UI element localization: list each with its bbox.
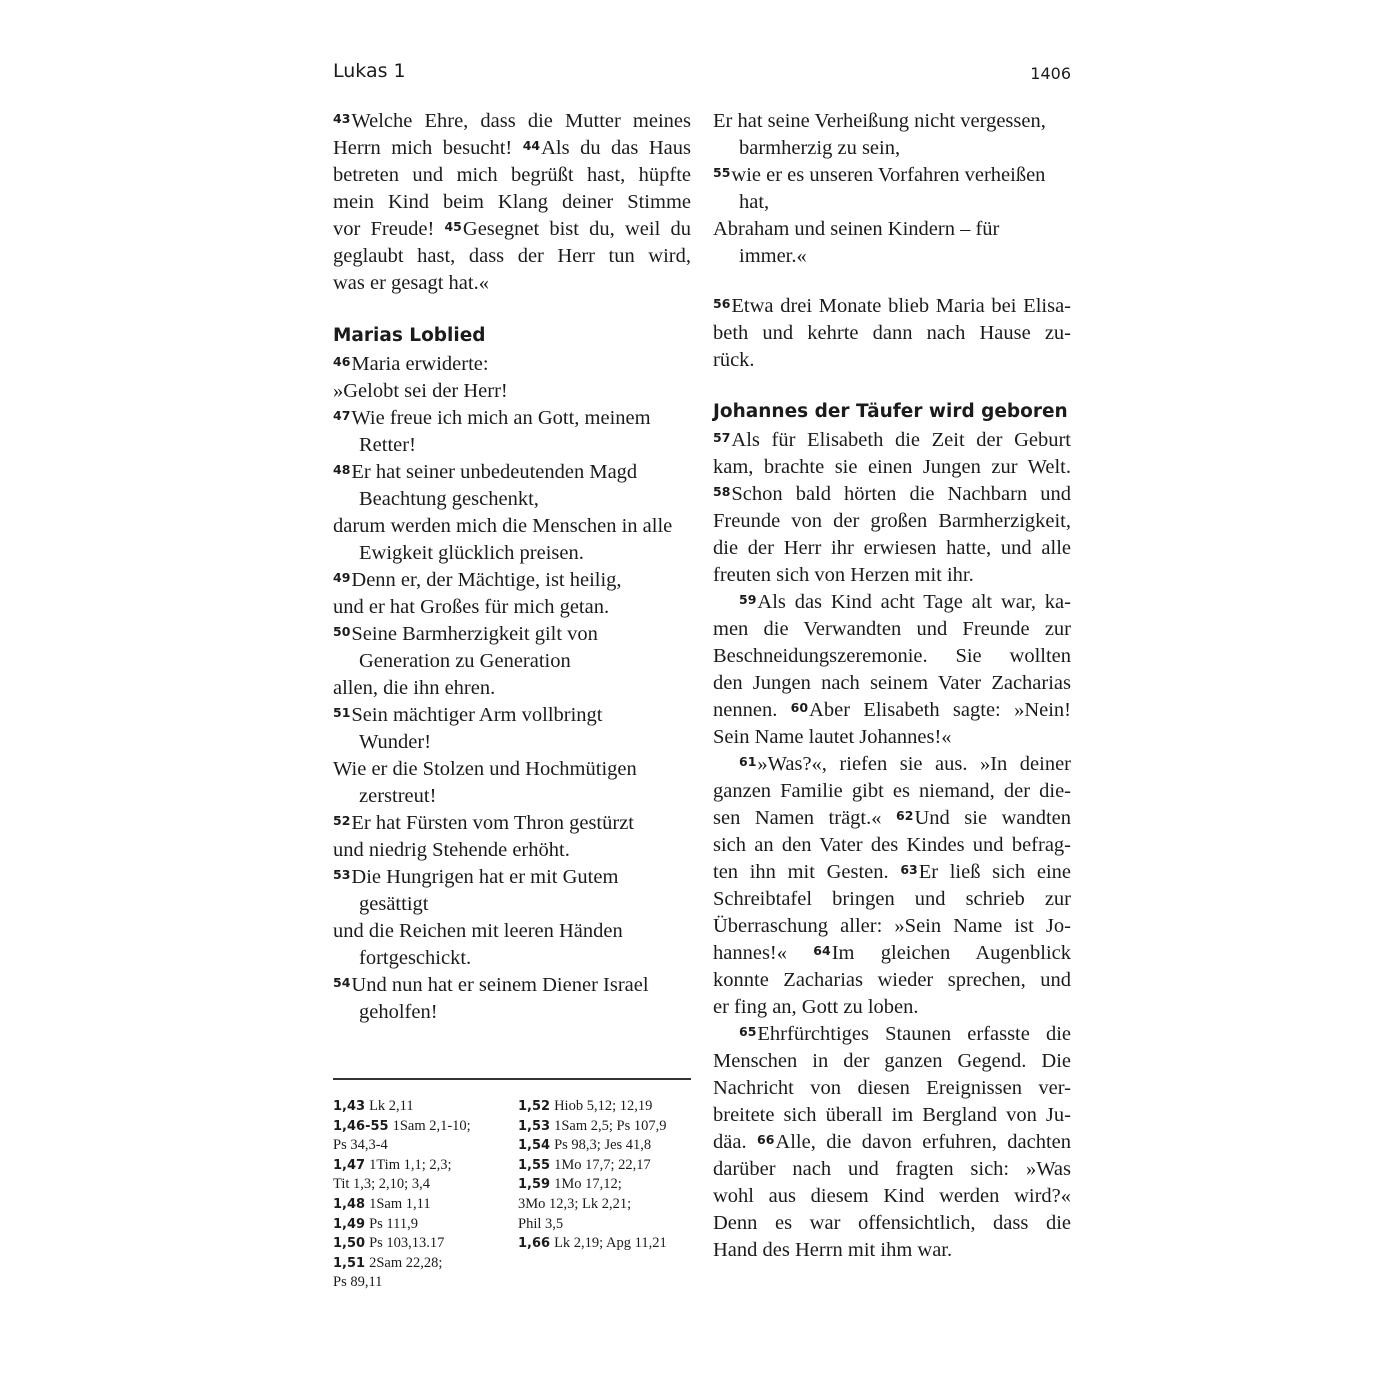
cross-reference xyxy=(333,1254,513,1274)
verse-56 xyxy=(713,293,1071,374)
verse-text: Maria erwiderte: xyxy=(351,353,489,375)
verse-text: nennen. xyxy=(713,699,778,721)
text-line xyxy=(713,1102,1071,1129)
verse-text: Beschneidungszeremonie. Sie wollten xyxy=(713,645,1071,667)
reference-key: 1,48 xyxy=(333,1196,366,1212)
verse-text: barmherzig zu sein, xyxy=(739,137,901,159)
cross-reference xyxy=(333,1195,513,1215)
text-line xyxy=(713,1021,1071,1048)
text-line xyxy=(713,913,1071,940)
text-line xyxy=(713,751,1071,778)
text-line xyxy=(713,1210,1071,1237)
text-line xyxy=(713,832,1071,859)
reference-target: Lk 2,19; Apg 11,21 xyxy=(554,1235,667,1252)
verse-text: Als das Kind acht Tage alt war, ka- xyxy=(757,591,1071,613)
verse-text: Denn er, der Mächtige, ist heilig, xyxy=(351,569,622,591)
text-line xyxy=(713,320,1071,347)
verse-text: Nachricht von diesen Ereignissen ver- xyxy=(713,1077,1071,1099)
page-number: 1406 xyxy=(1030,64,1071,83)
verse-text: Ehrfürchtiges Staunen erfasste die xyxy=(757,1023,1071,1045)
text-line xyxy=(333,459,691,486)
verse-text: Denn es war offensichtlich, dass die xyxy=(713,1212,1071,1234)
verse-text: Beachtung geschenkt, xyxy=(359,488,539,510)
verse-text: sen Namen trägt.« xyxy=(713,807,882,829)
text-line xyxy=(713,994,1071,1021)
text-line xyxy=(713,1129,1071,1156)
cross-reference xyxy=(518,1195,698,1215)
reference-target: Ps 89,11 xyxy=(333,1274,383,1291)
text-line xyxy=(713,135,1071,162)
verse-text: Schon bald hörten die Nachbarn und xyxy=(731,483,1071,505)
text-line xyxy=(713,293,1071,320)
verse-text: Als du das Haus xyxy=(541,137,691,159)
verse-text: immer.« xyxy=(739,245,807,267)
text-line xyxy=(333,432,691,459)
text-line xyxy=(333,216,691,243)
verse-text: Wie freue ich mich an Gott, meinem xyxy=(351,407,651,429)
text-line xyxy=(333,135,691,162)
text-line xyxy=(333,486,691,513)
verse-text: Als für Elisabeth die Zeit der Geburt xyxy=(731,429,1071,451)
cross-reference xyxy=(333,1215,513,1235)
verse-number: 53 xyxy=(333,867,351,882)
text-line xyxy=(713,427,1071,454)
verse-number: 60 xyxy=(790,700,809,715)
cross-reference xyxy=(333,1234,513,1254)
reference-target: Ps 34,3-4 xyxy=(333,1137,388,1154)
verse-text: Die Hungrigen hat er mit Gutem xyxy=(351,866,619,888)
text-line xyxy=(713,243,1071,270)
verse-number: 63 xyxy=(900,862,918,877)
text-line xyxy=(713,967,1071,994)
verse-text: Sein Name lautet Johannes!« xyxy=(713,726,952,748)
text-line xyxy=(333,189,691,216)
reference-key: 1,53 xyxy=(518,1118,551,1134)
text-line xyxy=(713,481,1071,508)
reference-key: 1,54 xyxy=(518,1138,551,1154)
verse-text: Ewigkeit glücklich preisen. xyxy=(359,542,584,564)
verse-text: Welche Ehre, dass die Mutter meines xyxy=(351,110,691,132)
spacer xyxy=(713,374,1071,396)
verse-number: 43 xyxy=(333,111,351,126)
text-line xyxy=(333,540,691,567)
text-line xyxy=(713,616,1071,643)
verse-text: fortgeschickt. xyxy=(359,947,472,969)
cross-reference xyxy=(518,1215,698,1235)
verse-text: die der Herr ihr erwiesen hatte, und alle xyxy=(713,537,1071,559)
verse-text: Freunde von der großen Barmherzigkeit, xyxy=(713,510,1071,532)
text-line xyxy=(333,837,691,864)
text-line xyxy=(713,508,1071,535)
text-line xyxy=(713,670,1071,697)
verse-number: 61 xyxy=(739,754,757,769)
text-line xyxy=(713,347,1071,374)
cross-reference xyxy=(518,1175,698,1195)
text-line xyxy=(713,189,1071,216)
verse-number: 46 xyxy=(333,354,351,369)
reference-target: 1Sam 2,1-10; xyxy=(392,1117,471,1134)
verse-text: Wunder! xyxy=(359,731,432,753)
verse-text: hannes!« xyxy=(713,942,788,964)
reference-target: Phil 3,5 xyxy=(518,1215,564,1232)
verse-text: Er hat seiner unbedeutenden Magd xyxy=(351,461,638,483)
verse-text: er fing an, Gott zu loben. xyxy=(713,996,919,1018)
reference-key: 1,50 xyxy=(333,1236,366,1252)
verse-text: und niedrig Stehende erhöht. xyxy=(333,839,570,861)
verse-text: Seine Barmherzigkeit gilt von xyxy=(351,623,598,645)
verse-text: Und nun hat er seinem Diener Israel xyxy=(351,974,649,996)
verse-text: betreten und mich begrüßt hast, hüpfte xyxy=(333,164,691,186)
text-line xyxy=(713,589,1071,616)
reference-key: 1,49 xyxy=(333,1216,366,1232)
text-line xyxy=(713,778,1071,805)
text-line xyxy=(713,859,1071,886)
verse-text: »Was?«, riefen sie aus. »In deiner xyxy=(757,753,1071,775)
text-line xyxy=(333,756,691,783)
verse-text: hat, xyxy=(739,191,770,213)
reference-target: Tit 1,3; 2,10; 3,4 xyxy=(333,1176,430,1193)
verses-57-66 xyxy=(713,427,1071,1264)
verse-text: geglaubt hast, dass der Herr tun wird, xyxy=(333,245,691,267)
cross-reference xyxy=(333,1097,513,1117)
reference-target: 1Sam 1,11 xyxy=(369,1195,431,1212)
verse-text: Im gleichen Augenblick xyxy=(831,942,1071,964)
verse-text: Er ließ sich eine xyxy=(918,861,1071,883)
cross-reference xyxy=(518,1117,698,1137)
verse-number: 48 xyxy=(333,462,351,477)
cross-references-left xyxy=(333,1097,513,1293)
text-line xyxy=(713,940,1071,967)
text-line xyxy=(713,724,1071,751)
verse-text: beth und kehrte dann nach Hause zu- xyxy=(713,322,1071,344)
verse-number: 44 xyxy=(522,138,541,153)
verse-number: 50 xyxy=(333,624,351,639)
text-line xyxy=(713,562,1071,589)
reference-key: 1,55 xyxy=(518,1157,551,1173)
text-line xyxy=(333,567,691,594)
reference-target: 1Tim 1,1; 2,3; xyxy=(369,1156,452,1173)
reference-target: 2Sam 22,28; xyxy=(369,1254,443,1271)
reference-target: Ps 98,3; Jes 41,8 xyxy=(554,1137,652,1154)
text-line xyxy=(333,513,691,540)
reference-target: 3Mo 12,3; Lk 2,21; xyxy=(518,1195,632,1212)
text-line xyxy=(713,216,1071,243)
verse-text: ten ihn mit Gesten. xyxy=(713,861,889,883)
verse-number: 64 xyxy=(813,943,831,958)
verse-number: 51 xyxy=(333,705,351,720)
verse-text: was er gesagt hat.« xyxy=(333,272,489,294)
reference-target: Lk 2,11 xyxy=(369,1098,414,1114)
verse-number: 52 xyxy=(333,813,351,828)
text-line xyxy=(713,1156,1071,1183)
verse-text: Gesegnet bist du, weil du xyxy=(462,218,691,240)
verse-text: men die Verwandten und Freunde zur xyxy=(713,618,1071,640)
cross-reference xyxy=(333,1156,513,1176)
text-line xyxy=(333,378,691,405)
cross-references-right xyxy=(518,1097,698,1254)
verse-text: geholfen! xyxy=(359,1001,438,1023)
verse-text: freuten sich von Herzen mit ihr. xyxy=(713,564,974,586)
verse-text: Generation zu Generation xyxy=(359,650,571,672)
text-line xyxy=(713,805,1071,832)
verse-text: Etwa drei Monate blieb Maria bei Elisa- xyxy=(731,295,1071,317)
verse-text: darum werden mich die Menschen in alle xyxy=(333,515,673,537)
verse-text: Überraschung aller: »Sein Name ist Jo- xyxy=(713,915,1071,937)
text-line xyxy=(713,886,1071,913)
right-column xyxy=(713,108,1071,1264)
verse-text: vor Freude! xyxy=(333,218,435,240)
cross-reference xyxy=(518,1156,698,1176)
verses-46-54-poetry xyxy=(333,351,691,1026)
text-line xyxy=(333,945,691,972)
cross-reference xyxy=(333,1136,513,1156)
verses-43-45 xyxy=(333,108,691,297)
text-line xyxy=(713,108,1071,135)
verse-text: Sein mächtiger Arm vollbringt xyxy=(351,704,603,726)
reference-key: 1,59 xyxy=(518,1177,551,1193)
text-line xyxy=(333,891,691,918)
text-line xyxy=(333,594,691,621)
verse-text: rück. xyxy=(713,349,755,371)
text-line xyxy=(333,864,691,891)
text-line xyxy=(333,702,691,729)
verse-number: 59 xyxy=(739,592,757,607)
verse-text: konnte Zacharias wieder sprechen, und xyxy=(713,969,1071,991)
text-line xyxy=(333,783,691,810)
verse-text: Menschen in der ganzen Gegend. Die xyxy=(713,1050,1071,1072)
text-line xyxy=(713,643,1071,670)
text-line xyxy=(333,351,691,378)
verse-number: 65 xyxy=(739,1024,757,1039)
verse-number: 45 xyxy=(444,219,462,234)
text-line xyxy=(333,270,691,297)
verse-number: 47 xyxy=(333,408,351,423)
section-heading-johannes: Johannes der Täufer wird geboren xyxy=(713,401,1068,422)
text-line xyxy=(333,108,691,135)
cross-reference xyxy=(333,1273,513,1293)
running-head: Lukas 1 xyxy=(333,60,406,82)
reference-key: 1,46-55 xyxy=(333,1118,389,1134)
text-line xyxy=(333,162,691,189)
text-line xyxy=(713,1183,1071,1210)
verse-text: und die Reichen mit leeren Händen xyxy=(333,920,623,942)
verse-number: 56 xyxy=(713,296,731,311)
text-line xyxy=(333,621,691,648)
cross-reference xyxy=(518,1136,698,1156)
verse-text: Aber Elisabeth sagte: »Nein! xyxy=(809,699,1071,721)
text-line xyxy=(333,972,691,999)
text-line xyxy=(333,729,691,756)
text-line xyxy=(333,675,691,702)
verse-number: 62 xyxy=(896,808,914,823)
text-line xyxy=(713,454,1071,481)
reference-target: Hiob 5,12; 12,19 xyxy=(554,1098,653,1114)
verse-text: »Gelobt sei der Herr! xyxy=(333,380,508,402)
verse-text: den Jungen nach seinem Vater Zacharias xyxy=(713,672,1071,694)
text-line xyxy=(333,405,691,432)
verse-text: ganzen Familie gibt es niemand, der die- xyxy=(713,780,1071,802)
text-line xyxy=(713,1048,1071,1075)
footnote-rule xyxy=(333,1078,691,1080)
verse-text: däa. xyxy=(713,1131,747,1153)
text-line xyxy=(713,535,1071,562)
text-line xyxy=(333,648,691,675)
verse-number: 55 xyxy=(713,165,731,180)
verse-text: zerstreut! xyxy=(359,785,437,807)
verse-text: wohl aus diesem Kind werden wird?« xyxy=(713,1185,1071,1207)
verse-text: Er hat seine Verheißung nicht vergessen, xyxy=(713,110,1046,132)
verse-text: sich an den Vater des Kindes und befrag- xyxy=(713,834,1071,856)
spacer xyxy=(333,297,691,320)
verse-text: gesättigt xyxy=(359,893,429,915)
verse-text: Schreibtafel bringen und schrieb zur xyxy=(713,888,1071,910)
left-column xyxy=(333,108,691,1026)
reference-target: 1Mo 17,7; 22,17 xyxy=(554,1156,651,1173)
text-line xyxy=(713,1237,1071,1264)
text-line xyxy=(333,243,691,270)
cross-reference xyxy=(518,1097,698,1117)
text-line xyxy=(333,999,691,1026)
verse-text: Alle, die davon erfuhren, dachten xyxy=(775,1131,1072,1153)
reference-target: 1Sam 2,5; Ps 107,9 xyxy=(554,1117,667,1134)
reference-key: 1,51 xyxy=(333,1255,366,1271)
verse-text: Abraham und seinen Kindern – für xyxy=(713,218,1000,240)
section-heading-marias-loblied: Marias Loblied xyxy=(333,325,486,346)
verse-text: Er hat Fürsten vom Thron gestürzt xyxy=(351,812,634,834)
cross-reference xyxy=(518,1234,698,1254)
reference-key: 1,52 xyxy=(518,1099,551,1114)
reference-target: Ps 111,9 xyxy=(369,1215,418,1232)
verse-text: mein Kind beim Klang deiner Stimme xyxy=(333,191,691,213)
text-line xyxy=(713,1075,1071,1102)
verse-text: breitete sich überall im Bergland von Ju- xyxy=(713,1104,1071,1126)
verse-text: allen, die ihn ehren. xyxy=(333,677,496,699)
reference-key: 1,47 xyxy=(333,1157,366,1173)
verse-text: Herrn mich besucht! xyxy=(333,137,513,159)
spacer xyxy=(713,270,1071,293)
text-line xyxy=(333,810,691,837)
verse-text: Und sie wandten xyxy=(914,807,1072,829)
reference-key: 1,43 xyxy=(333,1099,366,1114)
reference-key: 1,66 xyxy=(518,1236,551,1252)
cross-reference xyxy=(333,1117,513,1137)
verses-54-55-poetry xyxy=(713,108,1071,270)
verse-text: Hand des Herrn mit ihm war. xyxy=(713,1239,953,1261)
reference-target: Ps 103,13.17 xyxy=(369,1235,445,1252)
verse-text: und er hat Großes für mich getan. xyxy=(333,596,610,618)
verse-text: darüber nach und fragten sich: »Was xyxy=(713,1158,1071,1180)
verse-text: Wie er die Stolzen und Hochmütigen xyxy=(333,758,637,780)
verse-number: 54 xyxy=(333,975,351,990)
text-line xyxy=(333,918,691,945)
text-line xyxy=(713,162,1071,189)
verse-number: 66 xyxy=(757,1132,775,1147)
reference-target: 1Mo 17,12; xyxy=(554,1176,622,1193)
verse-number: 49 xyxy=(333,570,351,585)
text-line xyxy=(713,697,1071,724)
verse-text: Retter! xyxy=(359,434,416,456)
cross-reference xyxy=(333,1175,513,1195)
verse-number: 57 xyxy=(713,430,731,445)
verse-text: wie er es unseren Vorfahren verheißen xyxy=(731,164,1046,186)
verse-text: kam, brachte sie einen Jungen zur Welt. xyxy=(713,456,1071,478)
verse-number: 58 xyxy=(713,484,731,499)
